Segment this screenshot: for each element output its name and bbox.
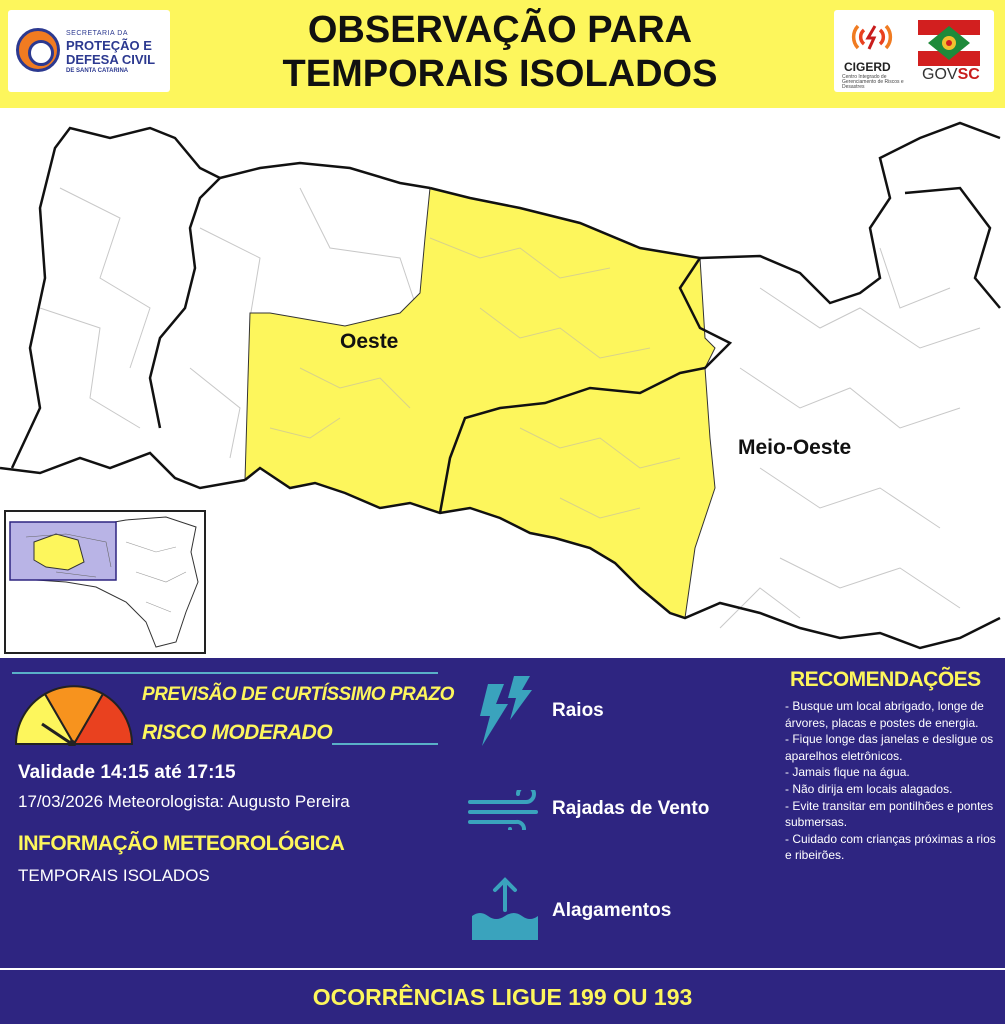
hazard-label-vento: Rajadas de Vento [552,798,710,819]
divider-risk [332,743,438,745]
hazard-label-alagamentos: Alagamentos [552,900,672,921]
logo-line-4: DE SANTA CATARINA [66,68,129,74]
emergency-phone-footer: OCORRÊNCIAS LIGUE 199 OU 193 [312,984,693,1010]
cigerd-label: CIGERD [844,60,891,74]
region-label-meio-oeste: Meio-Oeste [738,436,852,459]
alert-area-oeste [245,188,715,618]
wind-icon [466,790,546,830]
recommendation-item: - Busque um local abrigado, longe de árvores, placas e postes de energia. [785,699,984,730]
logo-line-2: PROTEÇÃO E DEFESA CIVIL [66,38,156,67]
locator-inset-map [4,510,206,654]
title-line-2: TEMPORAIS ISOLADOS [282,53,718,95]
footer-divider [0,968,1005,970]
title-line-1: OBSERVAÇÃO PARA [307,9,693,51]
hazard-label-raios: Raios [552,700,604,721]
flood-icon [470,876,540,942]
alert-map [0,108,1005,658]
defesa-civil-logo [8,10,170,92]
lightning-icon [474,676,536,748]
recommendation-item: - Não dirija em locais alagados. [785,781,953,796]
forecast-type: PREVISÃO DE CURTÍSSIMO PRAZO [142,684,454,705]
recommendations-title: RECOMENDAÇÕES [790,668,981,691]
santa-catarina-flag-icon [918,20,980,66]
recommendation-item: - Cuidado com crianças próximas a rios e ribeirões. [785,831,996,863]
govsc-label: GOVSC [922,66,980,83]
info-panel [0,658,1005,1024]
defesa-civil-emblem-icon [16,28,60,72]
cigerd-signal-icon [848,18,896,56]
divider-top [12,672,438,674]
recommendation-item: - Fique longe das janelas e desligue os aparelhos eletrônicos. [785,732,994,763]
logo-line-1: SECRETARIA DA [66,30,128,37]
risk-gauge-icon [12,678,136,746]
inset-map-svg [6,512,204,652]
date-meteorologist: 17/03/2026 Meteorologista: Augusto Pereira [18,792,350,811]
region-label-oeste: Oeste [340,330,399,353]
page-title [230,8,770,96]
recommendation-item: - Jamais fique na água. [785,765,910,780]
gov-logos [834,10,994,92]
risk-level: RISCO MODERADO [142,721,333,744]
validity-time: Validade 14:15 até 17:15 [18,762,236,783]
info-title: INFORMAÇÃO METEOROLÓGICA [18,832,345,855]
recommendations-list [785,698,997,864]
info-value: TEMPORAIS ISOLADOS [18,866,210,885]
recommendation-item: - Evite transitar em pontilhões e pontes submersas. [785,798,994,830]
header [0,0,1005,108]
cigerd-sublabel: Centro Integrado de Gerenciamento de Riscos e Desastres [842,74,904,90]
